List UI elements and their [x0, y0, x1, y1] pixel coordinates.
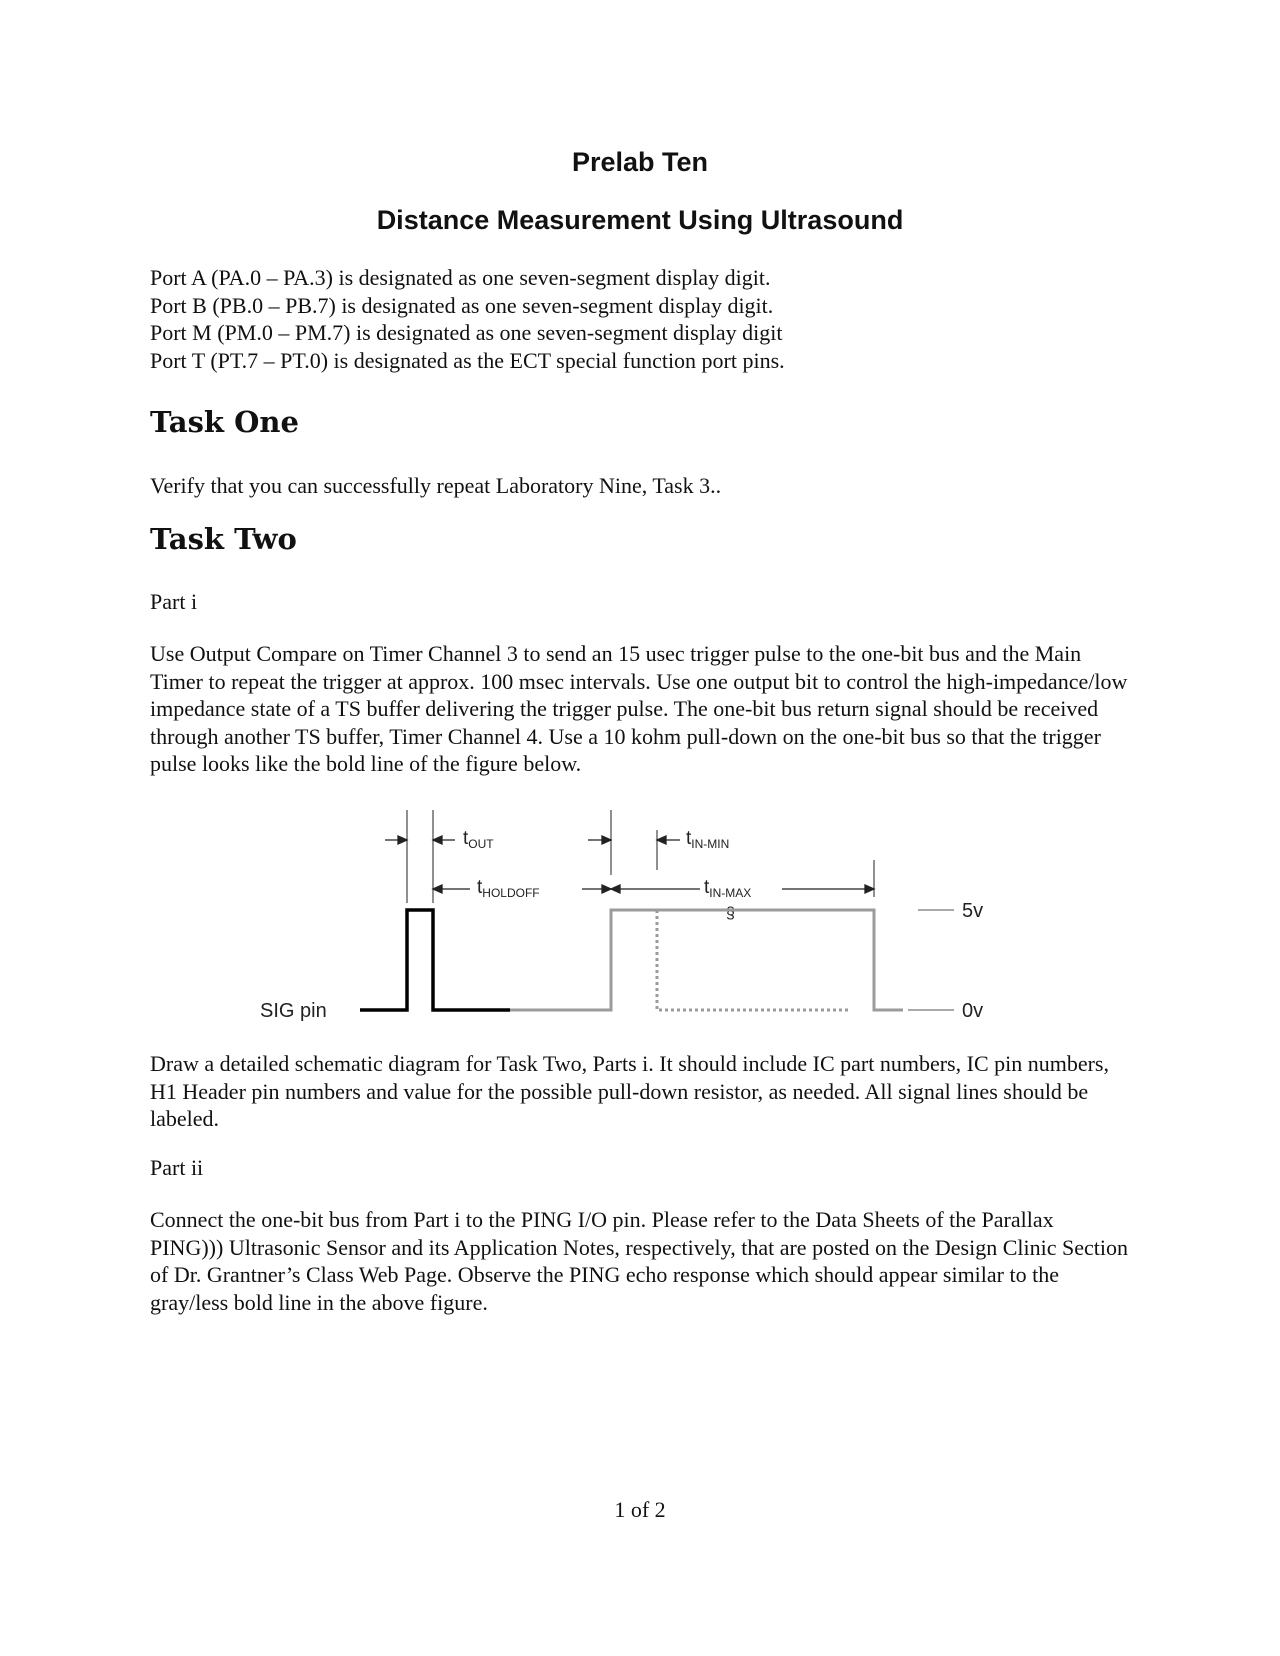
high-level-label: 5v	[962, 900, 984, 922]
port-a-line: Port A (PA.0 – PA.3) is designated as one seven-segment display digit.	[150, 265, 771, 290]
t-in-max-label	[704, 877, 751, 900]
part-i-text: Use Output Compare on Timer Channel 3 to send an 15 usec trigger pulse to the one-bit bus and the Main Timer to repeat the trigger at approx. 100 msec intervals. Use one output bit to control the high-impedance/low impedance state of a TS buffer delivering the trigger pulse. The one-bit bus return signal should be received through another TS buffer, Timer Channel 4. Use a 10 kohm pull-down on the one-bit bus so that the trigger pulse looks like the bold line of the figure below.	[150, 641, 1128, 776]
sig-pin-label: SIG pin	[260, 1000, 327, 1022]
port-m-line: Port M (PM.0 – PM.7) is designated as one seven-segment display digit	[150, 320, 783, 345]
part-ii-label: Part ii	[150, 1155, 204, 1180]
timing-arrows	[385, 836, 874, 893]
echo-response-line	[510, 910, 903, 1010]
t-holdoff-sub: HOLDOFF	[482, 886, 540, 900]
page-title: Prelab Ten	[571, 147, 709, 177]
t-in-min-label	[686, 828, 729, 851]
port-b-line: Port B (PB.0 – PB.7) is designated as one seven-segment display digit.	[150, 292, 774, 318]
page-number: 1 of 2	[614, 1497, 666, 1522]
t-in-min-sub: IN-MIN	[691, 837, 730, 851]
break-mark: §	[726, 905, 735, 922]
t-holdoff-t: t	[477, 877, 483, 898]
t-in-max-sub: IN-MAX	[709, 886, 752, 900]
t-out-label	[463, 828, 494, 851]
page-subtitle: Distance Measurement Using Ultrasound	[376, 205, 904, 235]
timing-diagram	[260, 800, 1020, 1036]
task-one-text: Verify that you can successfully repeat Laboratory Nine, Task 3..	[150, 473, 722, 498]
port-list	[150, 264, 785, 374]
task-one-heading: Task One	[150, 405, 299, 439]
echo-min-dotted-line	[657, 910, 850, 1010]
t-holdoff-label	[477, 877, 540, 900]
part-ii-text: Connect the one-bit bus from Part i to the PING I/O pin. Please refer to the Data Sheets of the Parallax PING))) Ultrasonic Sensor and its Application Notes, respectively, that are posted on the Design Clinic Section of Dr. Grantner’s Class Web Page. Observe the PING echo response which should appear similar to the gray/less bold line in the above figure.	[150, 1207, 1128, 1315]
t-in-min-t: t	[686, 828, 692, 849]
t-out-sub: OUT	[468, 837, 494, 851]
t-out-t: t	[463, 828, 469, 849]
task-two-heading: Task Two	[150, 522, 297, 556]
low-level-label: 0v	[962, 1000, 984, 1022]
part-i-label: Part i	[150, 589, 198, 614]
trigger-pulse-line	[360, 910, 510, 1010]
port-t-line: Port T (PT.7 – PT.0) is designated as the ECT special function port pins.	[150, 347, 785, 373]
t-in-max-t: t	[704, 877, 710, 898]
schematic-instructions: Draw a detailed schematic diagram for Task Two, Parts i. It should include IC part numbers, IC pin numbers, H1 Header pin numbers and value for the possible pull-down resistor, as needed. All signal lines should be labeled.	[150, 1051, 1109, 1131]
